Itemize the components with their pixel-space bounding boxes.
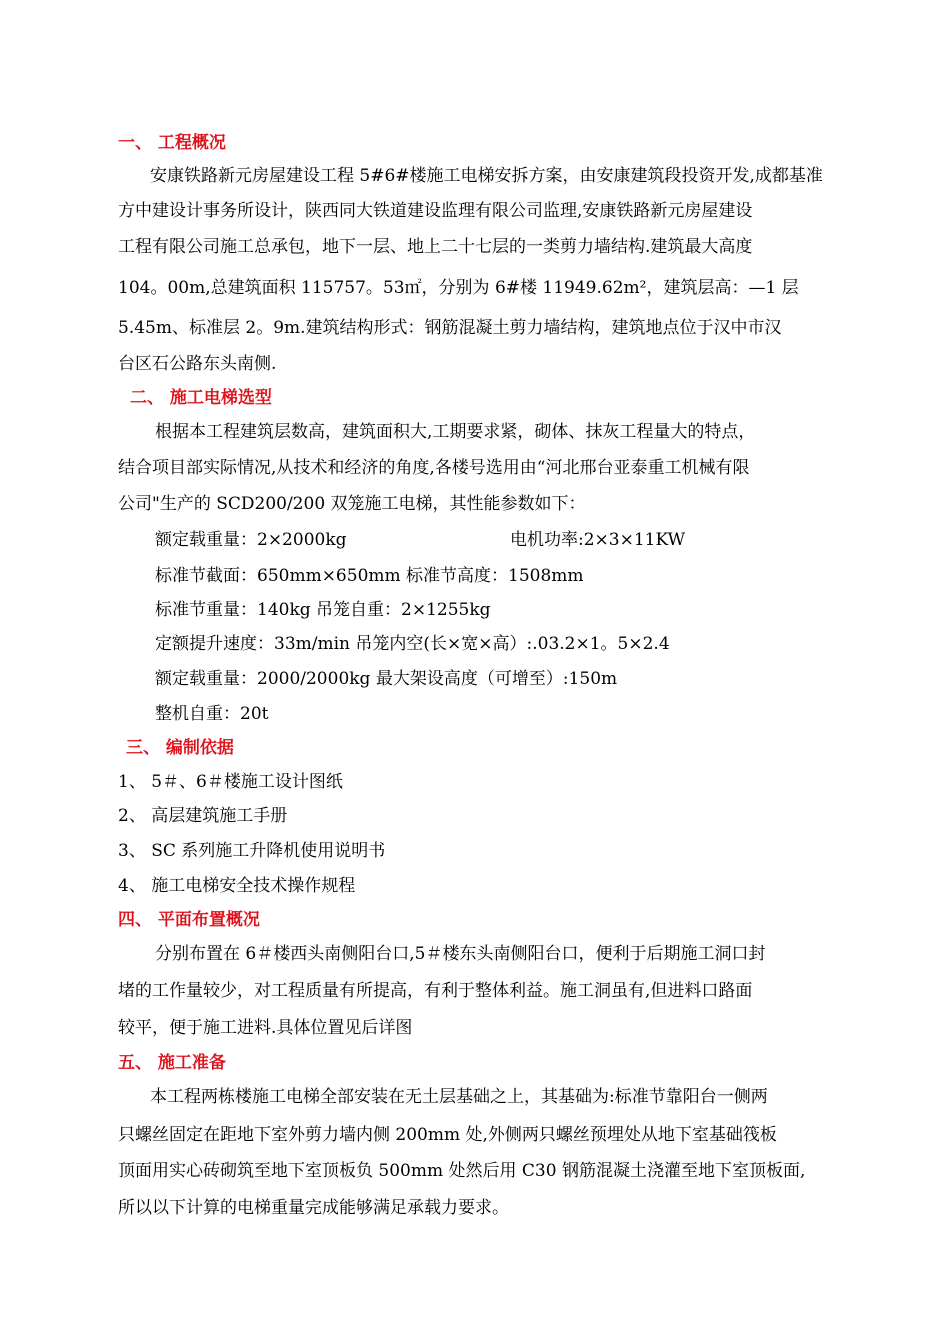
paragraph-line: 顶面用实心砖砌筑至地下室顶板负 500mm 处然后用 C30 钢筋混凝土浇灌至地下室顶板面, bbox=[118, 1161, 806, 1181]
list-item: 2、 高层建筑施工手册 bbox=[118, 806, 288, 826]
paragraph-line: 104。00m,总建筑面积 115757。53㎡，分别为 6#楼 11949.62m²，建筑层高：—1 层 bbox=[118, 278, 799, 298]
param-speed: 定额提升速度：33m/min 吊笼内空(长×宽×高）:.03.2×1。5×2.4 bbox=[155, 634, 670, 654]
param-total-weight: 整机自重：20t bbox=[155, 704, 269, 724]
list-item: 4、 施工电梯安全技术操作规程 bbox=[118, 876, 356, 896]
paragraph-line: 本工程两栋楼施工电梯全部安装在无土层基础之上，其基础为:标准节靠阳台一侧两 bbox=[150, 1087, 768, 1107]
section-5-heading: 五、 施工准备 bbox=[118, 1053, 226, 1073]
section-1-heading: 一、 工程概况 bbox=[118, 133, 226, 153]
paragraph-line: 根据本工程建筑层数高，建筑面积大,工期要求紧，砌体、抹灰工程量大的特点， bbox=[155, 422, 756, 442]
paragraph-line: 方中建设计事务所设计，陕西同大铁道建设监理有限公司监理,安康铁路新元房屋建设 bbox=[118, 201, 753, 221]
paragraph-line: 结合项目部实际情况,从技术和经济的角度,各楼号选用由“河北邢台亚泰重工机械有限 bbox=[118, 458, 750, 478]
list-item: 3、 SC 系列施工升降机使用说明书 bbox=[118, 841, 386, 861]
paragraph-line: 5.45m、标准层 2。9m.建筑结构形式：钢筋混凝土剪力墙结构，建筑地点位于汉中市汉 bbox=[118, 318, 782, 338]
param-section: 标准节截面：650mm×650mm 标准节高度：1508mm bbox=[155, 566, 584, 586]
param-rated-load: 额定载重量：2×2000kg bbox=[155, 530, 347, 550]
paragraph-line: 只螺丝固定在距地下室外剪力墙内侧 200mm 处,外侧两只螺丝预埋处从地下室基础筏板 bbox=[118, 1125, 777, 1145]
paragraph-line: 所以以下计算的电梯重量完成能够满足承载力要求。 bbox=[118, 1198, 509, 1218]
paragraph-line: 安康铁路新元房屋建设工程 5#6#楼施工电梯安拆方案，由安康建筑段投资开发,成都基准 bbox=[150, 166, 823, 186]
paragraph-line: 台区石公路东头南侧. bbox=[118, 354, 277, 374]
section-3-heading: 三、 编制依据 bbox=[126, 738, 234, 758]
param-weight: 标准节重量：140kg 吊笼自重：2×1255kg bbox=[155, 600, 491, 620]
paragraph-line: 较平，便于施工进料.具体位置见后详图 bbox=[118, 1018, 413, 1038]
paragraph-line: 工程有限公司施工总承包，地下一层、地上二十七层的一类剪力墙结构.建筑最大高度 bbox=[118, 237, 753, 257]
section-2-heading: 二、 施工电梯选型 bbox=[130, 388, 272, 408]
paragraph-line: 分别布置在 6＃楼西头南侧阳台口,5＃楼东头南侧阳台口，便利于后期施工洞口封 bbox=[155, 944, 766, 964]
paragraph-line: 公司"生产的 SCD200/200 双笼施工电梯，其性能参数如下： bbox=[118, 494, 586, 514]
section-4-heading: 四、 平面布置概况 bbox=[118, 910, 260, 930]
paragraph-line: 堵的工作量较少，对工程质量有所提高，有利于整体利益。施工洞虽有,但进料口路面 bbox=[118, 981, 753, 1001]
param-max-height: 额定载重量：2000/2000kg 最大架设高度（可增至）:150m bbox=[155, 669, 618, 689]
list-item: 1、 5＃、6＃楼施工设计图纸 bbox=[118, 772, 343, 792]
param-motor-power: 电机功率:2×3×11KW bbox=[510, 530, 686, 550]
